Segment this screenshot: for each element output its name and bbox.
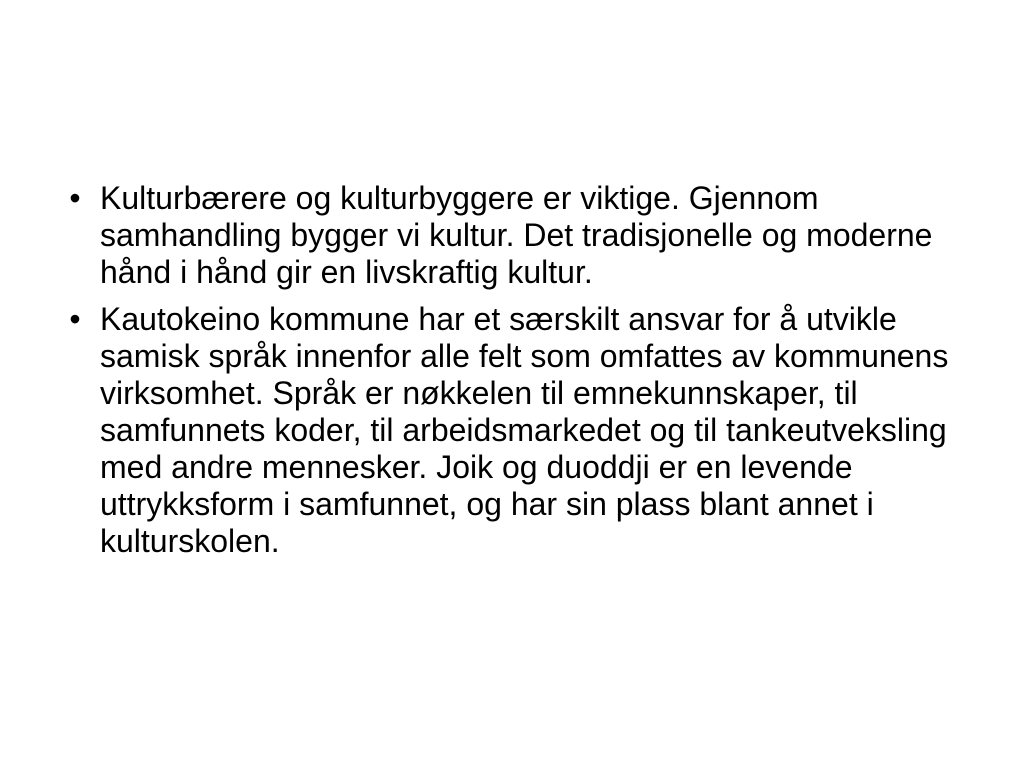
bullet-text: Kautokeino kommune har et særskilt ansvar for å utvikle samisk språk innenfor alle felt som omfattes av kommunens virksomhet. Språk er nøkkelen til emnekunnskaper, til samfunnets koder, til arbeidsmarkedet og til tankeutveksling med andre mennesker. Joik og duoddji er en levende uttrykksform i samfunnet, og har sin plass blant annet i kulturskolen. bbox=[100, 301, 949, 559]
bullet-text: Kulturbærere og kulturbyggere er viktige. Gjennom samhandling bygger vi kultur. Det tradisjonelle og moderne hånd i hånd gir en livskraftig kultur. bbox=[100, 180, 933, 290]
bullet-item-sami-language bbox=[60, 301, 960, 560]
bullet-item-culture-bearers bbox=[60, 180, 960, 291]
bullet-marker: • bbox=[69, 180, 81, 216]
bullet-list bbox=[60, 180, 960, 570]
bullet-marker: • bbox=[69, 301, 81, 337]
